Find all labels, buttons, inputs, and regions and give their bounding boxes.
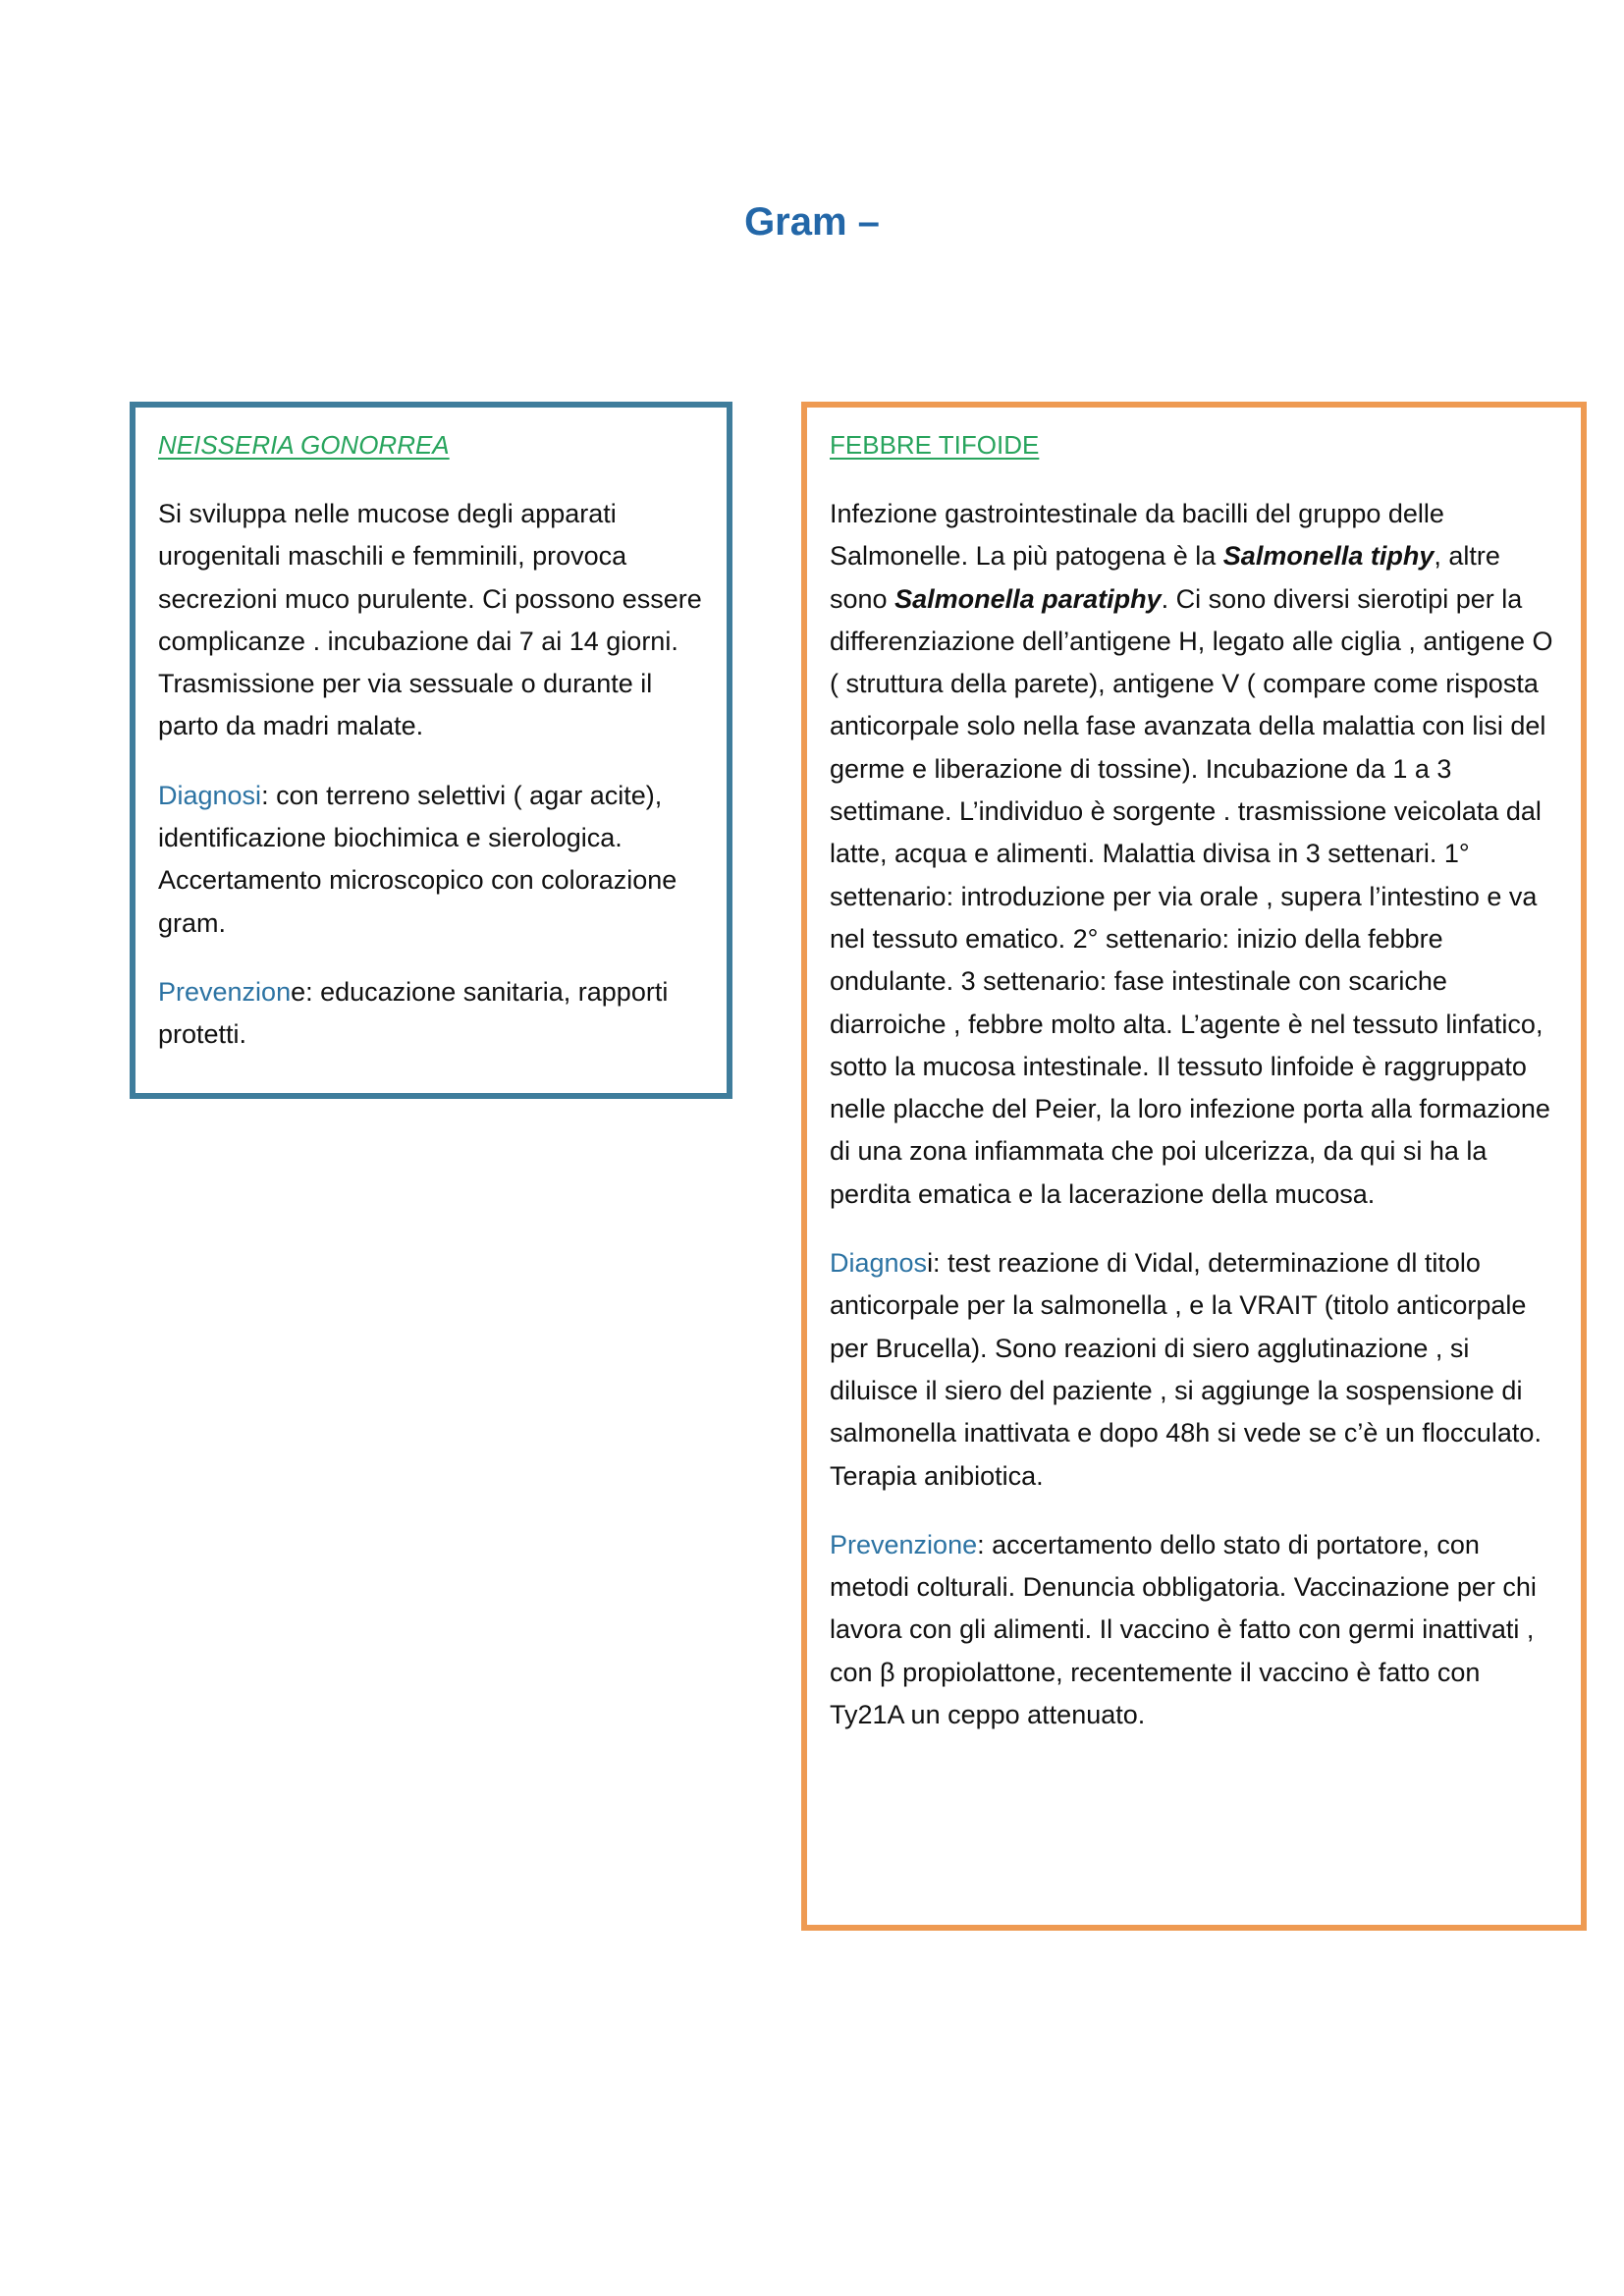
page-title: Gram – <box>744 200 880 244</box>
febbre-tifoide-prevention <box>830 1524 1559 1736</box>
prevention-text: : accertamento dello stato di portatore, con metodi colturali. Denuncia obbligatoria. Vaccinazione per chi lavora con gli alimenti. Il vaccino è fatto con germi inattivati , con β propiolattone, recentemente il vaccino è fatto con Ty21A un ceppo attenuato. <box>830 1529 1537 1730</box>
febbre-tifoide-diagnosis <box>830 1242 1559 1498</box>
diagnosis-label: Diagnosi <box>158 780 262 810</box>
intro-text: . Ci sono diversi sierotipi per la differenziazione dell’antigene H, legato alle ciglia , antigene O ( struttura della parete), antigene V ( compare come risposta anticorpale solo nella fase avanzata della malattia con lisi del germe e liberazione di tossine). Incubazione da 1 a 3 settimane. L’individuo è sorgente . trasmissione veicolata dal latte, acqua e alimenti. Malattia divisa in 3 settenari. 1° settenario: introduzione per via orale , supera l’intestino e va nel tessuto ematico. 2° settenario: inizio della febbre ondulante. 3 settenario: fase intestinale con scariche diarroiche , febbre molto alta. L’agente è nel tessuto linfatico, sotto la mucosa intestinale. Il tessuto linfoide è raggruppato nelle placche del Peier, la loro infezione porta alla formazione di una zona infiammata che poi ulcerizza, da qui si ha la perdita ematica e la lacerazione della mucosa. <box>830 583 1553 1209</box>
species-name: Salmonella tiphy <box>1222 541 1435 572</box>
diagnosis-label: Diagnos <box>830 1248 928 1279</box>
species-name: Salmonella paratiphy <box>894 583 1162 614</box>
neisseria-box <box>130 402 732 1099</box>
neisseria-diagnosis <box>158 775 705 945</box>
intro-text: Infezione gastrointestinale da bacilli del gruppo delle Salmonelle. La più patogena è la <box>830 499 1444 572</box>
prevention-text: e: educazione sanitaria, rapporti protetti. <box>158 976 669 1050</box>
intro-text: , altre sono <box>830 541 1500 614</box>
febbre-tifoide-box <box>801 402 1587 1931</box>
neisseria-heading: NEISSERIA GONORREA <box>158 430 450 460</box>
febbre-tifoide-heading: FEBBRE TIFOIDE <box>830 430 1040 460</box>
neisseria-prevention <box>158 971 705 1057</box>
febbre-tifoide-intro <box>830 493 1559 1216</box>
diagnosis-text: : con terreno selettivi ( agar acite), identificazione biochimica e sierologica. Accertamento microscopico con colorazione gram. <box>158 780 677 938</box>
neisseria-intro: Si sviluppa nelle mucose degli apparati urogenitali maschili e femminili, provoca secrezioni muco purulente. Ci possono essere complicanze . incubazione dai 7 ai 14 giorni. Trasmissione per via sessuale o durante il parto da madri malate. <box>158 499 702 741</box>
prevention-label: Prevenzion <box>158 976 292 1007</box>
prevention-label: Prevenzione <box>830 1529 978 1559</box>
diagnosis-text: i: test reazione di Vidal, determinazione dl titolo anticorpale per la salmonella , e la VRAIT (titolo anticorpale per Brucella). Sono reazioni di siero agglutinazione , si diluisce il siero del paziente , si aggiunge la sospensione di salmonella inattivata e dopo 48h si vede se c’è un flocculato. Terapia anibiotica. <box>830 1248 1542 1491</box>
